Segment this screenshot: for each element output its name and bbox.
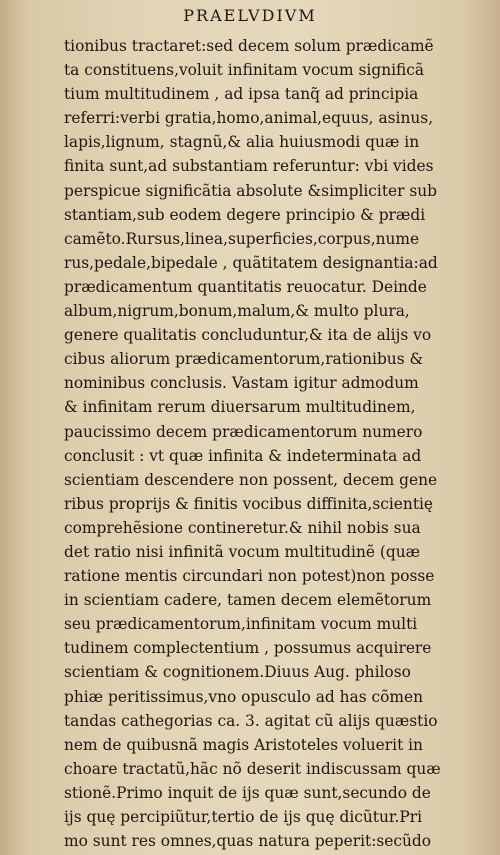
text-line: tium multitudinem , ad ipsa tanq̃ ad principia	[64, 85, 419, 104]
body-text	[64, 34, 476, 853]
text-line: conclusit : vt quæ infinita & indeterminata ad	[64, 446, 422, 465]
text-line: phiæ peritissimus,vno opusculo ad has cõmen	[64, 687, 424, 706]
text-line: paucissimo decem prædicamentorum numero	[64, 422, 423, 441]
text-line: stantiam,sub eodem degere principio & prædi	[64, 205, 426, 224]
text-line: comprehẽsione contineretur.& nihil nobis sua	[64, 518, 421, 537]
text-line: ratione mentis circundari non potest)non posse	[64, 567, 435, 586]
text-line: finita sunt,ad substantiam referuntur: vbi vides	[64, 157, 434, 176]
text-line: lapis,lignum, stagnũ,& alia huiusmodi quæ in	[64, 133, 420, 152]
text-line: ijs quę percipiũtur,tertio de ijs quę dicũtur.Pri	[64, 808, 423, 826]
text-line: ribus proprijs & finitis vocibus diffinita,scientię	[64, 494, 434, 513]
text-line: referri:verbi gratia,homo,animal,equus, asinus,	[64, 109, 434, 128]
text-line: camẽto.Rursus,linea,superficies,corpus,nume	[64, 229, 420, 248]
text-line: genere qualitatis concluduntur,& ita de alijs vo	[64, 326, 432, 345]
text-line: seu prædicamentorum,infinitam vocum multi	[64, 615, 418, 634]
text-line: stionẽ.Primo inquit de ijs quæ sunt,secundo de	[64, 783, 431, 802]
text-line: nem de quibusnã magis Aristoteles voluerit in	[64, 735, 423, 754]
text-line: ta constituens,voluit infinitam vocum significã	[64, 61, 425, 80]
text-line: tionibus tractaret:sed decem solum prædicamẽ	[64, 37, 434, 55]
text-line: det ratio nisi infinitã vocum multitudinẽ (quæ	[64, 542, 421, 561]
text-line: scientiam & cognitionem.Diuus Aug. philoso	[64, 663, 411, 682]
text-line: tudinem complectentium , possumus acquirere	[64, 639, 432, 658]
text-line: cibus aliorum prædicamentorum,rationibus &	[64, 350, 424, 369]
text-line: rus,pedale,bipedale , quãtitatem designantia:ad	[64, 253, 438, 272]
running-header: PRAELVDIVM	[183, 6, 317, 25]
text-line: album,nigrum,bonum,malum,& multo plura,	[64, 302, 410, 321]
text-line: & infinitam rerum diuersarum multitudinem,	[64, 398, 416, 417]
text-line: scientiam descendere non possent, decem gene	[64, 470, 438, 489]
text-line: perspicue significãtia absolute &simpliciter sub	[64, 181, 438, 200]
text-line: prædicamentum quantitatis reuocatur. Deinde	[64, 277, 427, 296]
text-line: nominibus conclusis. Vastam igitur admodum	[64, 374, 419, 393]
text-line: tandas cathegorias ca. 3. agitat cũ alijs quæstio	[64, 711, 438, 730]
text-line: in scientiam cadere, tamen decem elemẽtorum	[64, 591, 432, 610]
text-line: mo sunt res omnes,quas natura peperit:secũdo	[64, 832, 432, 851]
text-line: choare tractatũ,hãc nõ deserit indiscussam quæ	[64, 759, 441, 778]
